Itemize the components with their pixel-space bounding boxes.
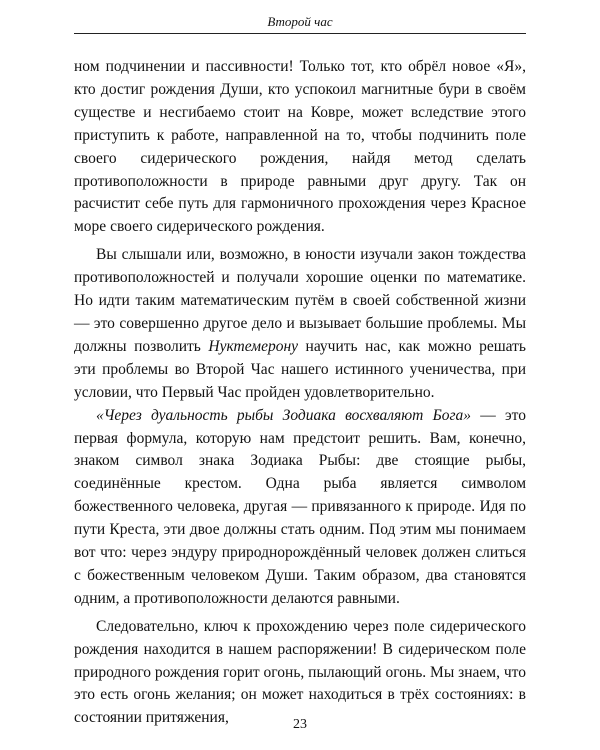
paragraph-2-text-b: научить нас, как можно решать эти проблемы во Второй Час нашего истинного ученичества, при условии, что Первый Час пройден удовлетворительно. [74, 337, 526, 401]
running-header-title: Второй час [267, 14, 333, 29]
paragraph-3 [74, 405, 526, 611]
paragraph-3-text: — это первая формула, которую нам предстоит решить. Вам, конечно, знаком символ знака Зодиака Рыбы: две стоящие рыбы, соединённые крестом. Одна рыба является символом божественного человека, другая — привязанного к природе. Идя по пути Креста, эти двое должны стать одним. Под этим мы понимаем вот что: через эндуру природнорождённый человек должен слиться с божественным человеком Души. Таким образом, два становятся одним, а противоположности делаются равными. [74, 406, 526, 607]
paragraph-2 [74, 244, 526, 404]
page-number: 23 [293, 717, 307, 732]
paragraph-2-italic-term: Нуктемерону [208, 337, 299, 355]
page-body [74, 56, 526, 730]
paragraph-4 [74, 616, 526, 731]
paragraph-2-text-a: Вы слышали или, возможно, в юности изучали закон тождества противоположностей и получали хорошие оценки по математике. Но идти таким математическим путём в своей собственной жизни — это совершенно другое дело и вызывает большие проблемы. Мы должны позволить [74, 246, 526, 355]
paragraph-3-italic-formula: «Через дуальность рыбы Зодиака восхваляют Бога» [96, 406, 472, 424]
running-header [74, 12, 526, 36]
paragraph-1-text: ном подчинении и пассивности! Только тот, кто обрёл новое «Я», кто достиг рождения Души, кто успокоил магнитные бури в своём существе и несгибаемо стоит на Ковре, может вследствие этого приступить к работе, направленной на то, чтобы подчинить поле своего сидерического рождения, найдя метод сделать противоположности в природе равными друг другу. Так он расчистит себе путь для гармоничного прохождения через Красное море своего сидерического рождения. [74, 58, 526, 236]
header-rule [74, 33, 526, 34]
paragraph-1 [74, 56, 526, 239]
paragraph-4-text: Следовательно, ключ к прохождению через поле сидерического рождения находится в нашем распоряжении! В сидерическом поле природного рождения горит огонь, пылающий огонь. Мы знаем, что это есть огонь желания; он может находиться в трёх состояниях: в состоянии притяжения, [74, 617, 526, 727]
